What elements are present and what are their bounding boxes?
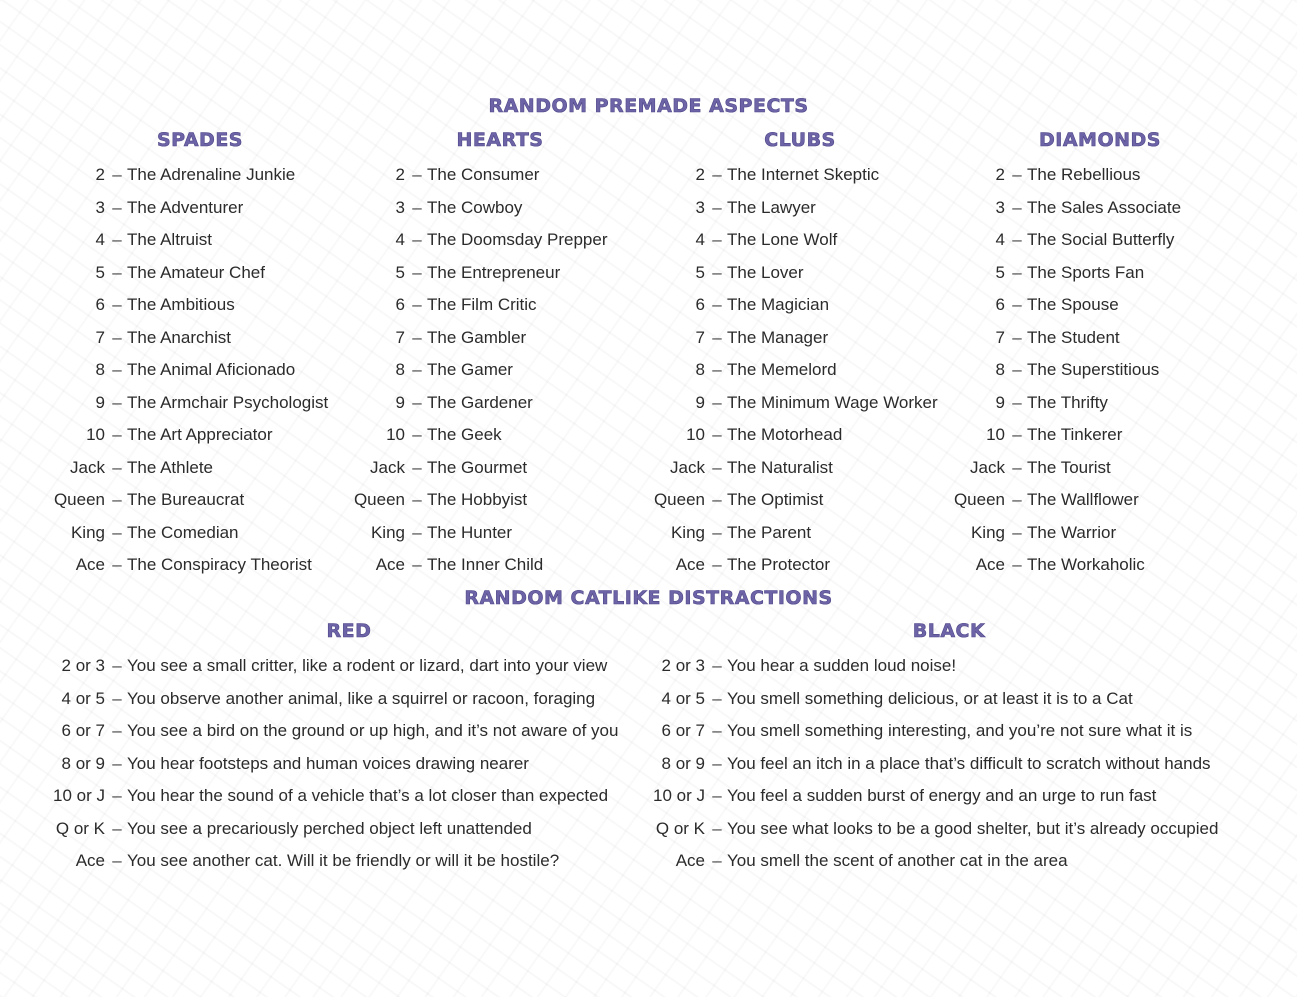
item-value: The Consumer (427, 165, 540, 184)
list-item (50, 521, 350, 545)
item-separator: – (1012, 360, 1022, 379)
list-item (650, 456, 950, 480)
list-item (950, 358, 1250, 382)
list-item (650, 423, 950, 447)
item-separator: – (712, 392, 722, 412)
item-value: The Anarchist (127, 327, 231, 347)
item-separator: – (412, 490, 422, 509)
list-item (350, 553, 650, 577)
item-key: Queen (353, 490, 405, 509)
item-key: 10 or J (653, 786, 705, 805)
item-key: 2 (395, 165, 405, 184)
item-separator: – (112, 851, 122, 870)
item-key: Queen (53, 490, 105, 509)
item-separator: – (1012, 490, 1022, 509)
item-separator: – (112, 262, 122, 282)
item-separator: – (712, 197, 722, 217)
list-item (950, 553, 1250, 577)
item-key: Ace (375, 555, 405, 574)
item-key: 4 (695, 230, 705, 249)
item-separator: – (712, 522, 722, 542)
item-key: 2 (95, 165, 105, 184)
list-item (350, 456, 650, 480)
item-value: The Memelord (727, 360, 837, 379)
item-key: 7 (995, 327, 1005, 347)
list-item (950, 521, 1250, 545)
item-separator: – (412, 197, 422, 217)
list-item (950, 293, 1250, 317)
item-separator: – (1012, 327, 1022, 347)
hearts-list (350, 163, 650, 583)
clubs-heading: CLUBS (764, 129, 836, 151)
item-key: Jack (70, 457, 105, 477)
item-separator: – (712, 457, 722, 477)
item-separator: – (412, 262, 422, 282)
list-item (650, 488, 950, 512)
list-item (50, 488, 350, 512)
list-item (50, 423, 350, 447)
item-value: The Lover (727, 262, 804, 282)
item-key: Jack (970, 457, 1005, 477)
list-item (650, 358, 950, 382)
spades-heading: SPADES (156, 129, 243, 151)
list-item (650, 293, 950, 317)
item-key: King (70, 522, 105, 542)
list-item (350, 326, 650, 350)
item-separator: – (712, 360, 722, 379)
item-key: 4 or 5 (661, 688, 705, 708)
list-item (350, 196, 650, 220)
item-separator: – (712, 295, 722, 314)
item-separator: – (1012, 425, 1022, 444)
list-item (350, 423, 650, 447)
item-separator: – (1012, 295, 1022, 314)
item-separator: – (1012, 230, 1022, 249)
list-item (650, 752, 1250, 776)
item-key: 8 (695, 360, 705, 379)
item-value: You feel an itch in a place that’s difficult to scratch without hands (727, 753, 1211, 773)
list-item (950, 163, 1250, 187)
diamonds-list (950, 163, 1250, 583)
item-value: The Adventurer (127, 197, 244, 217)
item-key: 8 or 9 (61, 753, 105, 773)
item-value: The Gambler (427, 327, 527, 347)
item-value: The Inner Child (427, 555, 544, 574)
list-item (50, 326, 350, 350)
item-separator: – (412, 295, 422, 314)
item-key: 3 (95, 197, 105, 217)
item-value: The Tinkerer (1027, 425, 1123, 444)
list-item (50, 719, 650, 743)
list-item (350, 228, 650, 252)
item-value: You see another cat. Will it be friendly or will it be hostile? (127, 851, 560, 870)
item-separator: – (112, 197, 122, 217)
item-separator: – (712, 851, 722, 870)
item-value: The Hunter (427, 522, 513, 542)
item-key: 6 or 7 (661, 721, 705, 740)
item-value: The Thrifty (1027, 392, 1108, 412)
item-value: The Doomsday Prepper (427, 230, 608, 249)
item-key: King (970, 522, 1005, 542)
list-item (350, 521, 650, 545)
list-item (950, 488, 1250, 512)
list-item (50, 293, 350, 317)
item-value: The Motorhead (727, 425, 843, 444)
item-value: The Gourmet (427, 457, 528, 477)
item-separator: – (412, 360, 422, 379)
item-separator: – (712, 753, 722, 773)
item-separator: – (712, 688, 722, 708)
list-item (350, 261, 650, 285)
item-key: 8 (995, 360, 1005, 379)
list-item (350, 358, 650, 382)
item-separator: – (1012, 392, 1022, 412)
item-key: 7 (395, 327, 405, 347)
diamonds-heading: DIAMONDS (1039, 129, 1161, 151)
list-item (50, 817, 650, 841)
item-key: 3 (995, 197, 1005, 217)
item-value: The Optimist (727, 490, 824, 509)
item-value: The Parent (727, 522, 812, 542)
item-separator: – (112, 425, 122, 444)
item-value: The Gardener (427, 392, 533, 412)
item-key: 2 or 3 (661, 656, 705, 675)
item-separator: – (112, 165, 122, 184)
item-separator: – (112, 688, 122, 708)
item-separator: – (712, 262, 722, 282)
list-item (650, 654, 1250, 678)
item-value: The Warrior (1027, 522, 1117, 542)
item-separator: – (712, 490, 722, 509)
item-key: 4 (995, 230, 1005, 249)
item-key: 9 (695, 392, 705, 412)
item-key: Jack (370, 457, 405, 477)
spades-list (50, 163, 350, 583)
item-key: Q or K (655, 818, 705, 838)
item-key: 6 (395, 295, 405, 314)
item-separator: – (712, 721, 722, 740)
list-item (50, 163, 350, 187)
list-item (50, 196, 350, 220)
item-key: 10 (986, 425, 1005, 444)
item-separator: – (1012, 457, 1022, 477)
item-key: 5 (395, 262, 405, 282)
item-separator: – (112, 555, 122, 574)
list-item (350, 293, 650, 317)
item-separator: – (1012, 197, 1022, 217)
item-key: 10 (386, 425, 405, 444)
item-key: 7 (95, 327, 105, 347)
item-key: Ace (75, 555, 105, 574)
item-key: Q or K (55, 818, 105, 838)
list-item (50, 752, 650, 776)
distractions-title: RANDOM CATLIKE DISTRACTIONS (464, 587, 833, 609)
item-separator: – (112, 721, 122, 740)
list-item (350, 163, 650, 187)
item-key: 6 (995, 295, 1005, 314)
item-value: The Entrepreneur (427, 262, 561, 282)
item-value: The Gamer (427, 360, 513, 379)
list-item (50, 849, 650, 873)
item-value: The Animal Aficionado (127, 360, 296, 379)
item-separator: – (112, 327, 122, 347)
item-separator: – (112, 753, 122, 773)
item-key: King (670, 522, 705, 542)
item-key: 2 (995, 165, 1005, 184)
item-value: The Geek (427, 425, 502, 444)
item-value: The Internet Skeptic (727, 165, 880, 184)
item-separator: – (1012, 165, 1022, 184)
item-key: 8 (95, 360, 105, 379)
item-value: The Conspiracy Theorist (127, 555, 312, 574)
list-item (650, 784, 1250, 808)
item-separator: – (112, 392, 122, 412)
item-separator: – (412, 165, 422, 184)
list-item (650, 196, 950, 220)
item-key: Ace (975, 555, 1005, 574)
item-separator: – (112, 656, 122, 675)
list-item (650, 849, 1250, 873)
list-item (50, 228, 350, 252)
list-item (950, 196, 1250, 220)
item-separator: – (712, 425, 722, 444)
item-value: You see a precariously perched object left unattended (127, 818, 532, 838)
item-value: You smell something interesting, and you’re not sure what it is (727, 721, 1193, 740)
list-item (950, 456, 1250, 480)
item-value: The Spouse (1027, 295, 1119, 314)
item-value: The Amateur Chef (127, 262, 265, 282)
list-item (50, 687, 650, 711)
item-key: 8 or 9 (661, 753, 705, 773)
item-key: 4 (95, 230, 105, 249)
list-item (50, 391, 350, 415)
list-item (50, 654, 650, 678)
list-item (650, 817, 1250, 841)
item-key: 6 (695, 295, 705, 314)
item-separator: – (712, 786, 722, 805)
item-key: 8 (395, 360, 405, 379)
item-value: The Superstitious (1027, 360, 1160, 379)
item-separator: – (1012, 522, 1022, 542)
aspects-title: RANDOM PREMADE ASPECTS (488, 95, 809, 117)
item-separator: – (112, 295, 122, 314)
item-value: The Sales Associate (1027, 197, 1182, 217)
item-value: The Workaholic (1027, 555, 1145, 574)
item-key: 2 or 3 (61, 656, 105, 675)
item-value: The Wallflower (1027, 490, 1139, 509)
item-key: Jack (670, 457, 705, 477)
item-value: The Lawyer (727, 197, 816, 217)
item-key: 9 (995, 392, 1005, 412)
item-key: 3 (395, 197, 405, 217)
item-separator: – (712, 555, 722, 574)
item-value: The Sports Fan (1027, 262, 1145, 282)
list-item (650, 228, 950, 252)
item-value: The Magician (727, 295, 830, 314)
item-key: 5 (95, 262, 105, 282)
item-separator: – (412, 230, 422, 249)
item-value: You smell the scent of another cat in the area (727, 851, 1068, 870)
item-key: Ace (75, 851, 105, 870)
black-list (650, 654, 1250, 884)
item-separator: – (412, 457, 422, 477)
item-value: The Athlete (127, 457, 214, 477)
item-separator: – (712, 818, 722, 838)
item-value: The Manager (727, 327, 829, 347)
item-value: The Lone Wolf (727, 230, 838, 249)
item-separator: – (712, 327, 722, 347)
item-separator: – (712, 230, 722, 249)
item-value: You hear footsteps and human voices drawing nearer (127, 753, 529, 773)
item-separator: – (1012, 262, 1022, 282)
item-key: 10 (686, 425, 705, 444)
black-heading: BLACK (912, 620, 986, 642)
red-list (50, 654, 650, 884)
item-value: The Comedian (127, 522, 239, 542)
list-item (50, 784, 650, 808)
item-separator: – (412, 392, 422, 412)
item-value: You hear the sound of a vehicle that’s a lot closer than expected (127, 786, 609, 805)
item-value: The Hobbyist (427, 490, 528, 509)
item-separator: – (112, 818, 122, 838)
item-value: The Art Appreciator (127, 425, 273, 444)
item-value: The Rebellious (1027, 165, 1141, 184)
item-separator: – (712, 656, 722, 675)
list-item (350, 488, 650, 512)
item-value: The Armchair Psychologist (127, 392, 329, 412)
item-key: 6 or 7 (61, 721, 105, 740)
list-item (50, 553, 350, 577)
list-item (650, 687, 1250, 711)
list-item (650, 553, 950, 577)
item-value: You hear a sudden loud noise! (727, 656, 957, 675)
list-item (650, 326, 950, 350)
list-item (50, 261, 350, 285)
item-key: 2 (695, 165, 705, 184)
item-value: The Bureaucrat (127, 490, 245, 509)
item-key: King (370, 522, 405, 542)
list-item (50, 358, 350, 382)
item-value: The Minimum Wage Worker (727, 392, 938, 412)
item-value: You see what looks to be a good shelter, but it’s already occupied (727, 818, 1219, 838)
list-item (50, 456, 350, 480)
item-key: 9 (395, 392, 405, 412)
item-value: You feel a sudden burst of energy and an urge to run fast (727, 786, 1157, 805)
list-item (950, 228, 1250, 252)
item-key: 7 (695, 327, 705, 347)
item-separator: – (412, 555, 422, 574)
item-value: The Film Critic (427, 295, 537, 314)
item-value: The Tourist (1027, 457, 1111, 477)
item-separator: – (712, 165, 722, 184)
hearts-heading: HEARTS (456, 129, 544, 151)
item-separator: – (112, 457, 122, 477)
item-separator: – (412, 425, 422, 444)
list-item (650, 521, 950, 545)
item-separator: – (112, 490, 122, 509)
item-key: 10 (86, 425, 105, 444)
red-heading: RED (326, 620, 372, 642)
item-key: 3 (695, 197, 705, 217)
item-key: 5 (695, 262, 705, 282)
item-separator: – (112, 786, 122, 805)
item-value: You smell something delicious, or at least it is to a Cat (727, 688, 1133, 708)
list-item (950, 326, 1250, 350)
item-value: The Protector (727, 555, 830, 574)
item-value: You see a small critter, like a rodent or lizard, dart into your view (127, 656, 608, 675)
item-separator: – (412, 522, 422, 542)
list-item (350, 391, 650, 415)
list-item (650, 163, 950, 187)
item-key: 9 (95, 392, 105, 412)
item-value: The Cowboy (427, 197, 523, 217)
list-item (950, 423, 1250, 447)
item-separator: – (112, 230, 122, 249)
item-value: You see a bird on the ground or up high, and it’s not aware of you (127, 721, 619, 740)
item-separator: – (1012, 555, 1022, 574)
list-item (650, 261, 950, 285)
item-key: 5 (995, 262, 1005, 282)
list-item (650, 719, 1250, 743)
item-value: The Naturalist (727, 457, 833, 477)
item-key: Queen (953, 490, 1005, 509)
item-value: The Social Butterfly (1027, 230, 1175, 249)
item-key: 4 (395, 230, 405, 249)
item-key: Ace (675, 555, 705, 574)
item-value: The Altruist (127, 230, 213, 249)
item-key: Ace (675, 851, 705, 870)
item-key: 4 or 5 (61, 688, 105, 708)
item-value: The Ambitious (127, 295, 235, 314)
item-key: 6 (95, 295, 105, 314)
item-separator: – (412, 327, 422, 347)
clubs-list (650, 163, 950, 583)
item-separator: – (112, 522, 122, 542)
list-item (650, 391, 950, 415)
item-value: You observe another animal, like a squirrel or racoon, foraging (127, 688, 596, 708)
item-key: Queen (653, 490, 705, 509)
item-value: The Student (1027, 327, 1120, 347)
item-separator: – (112, 360, 122, 379)
list-item (950, 391, 1250, 415)
item-value: The Adrenaline Junkie (127, 165, 296, 184)
list-item (950, 261, 1250, 285)
item-key: 10 or J (53, 786, 105, 805)
